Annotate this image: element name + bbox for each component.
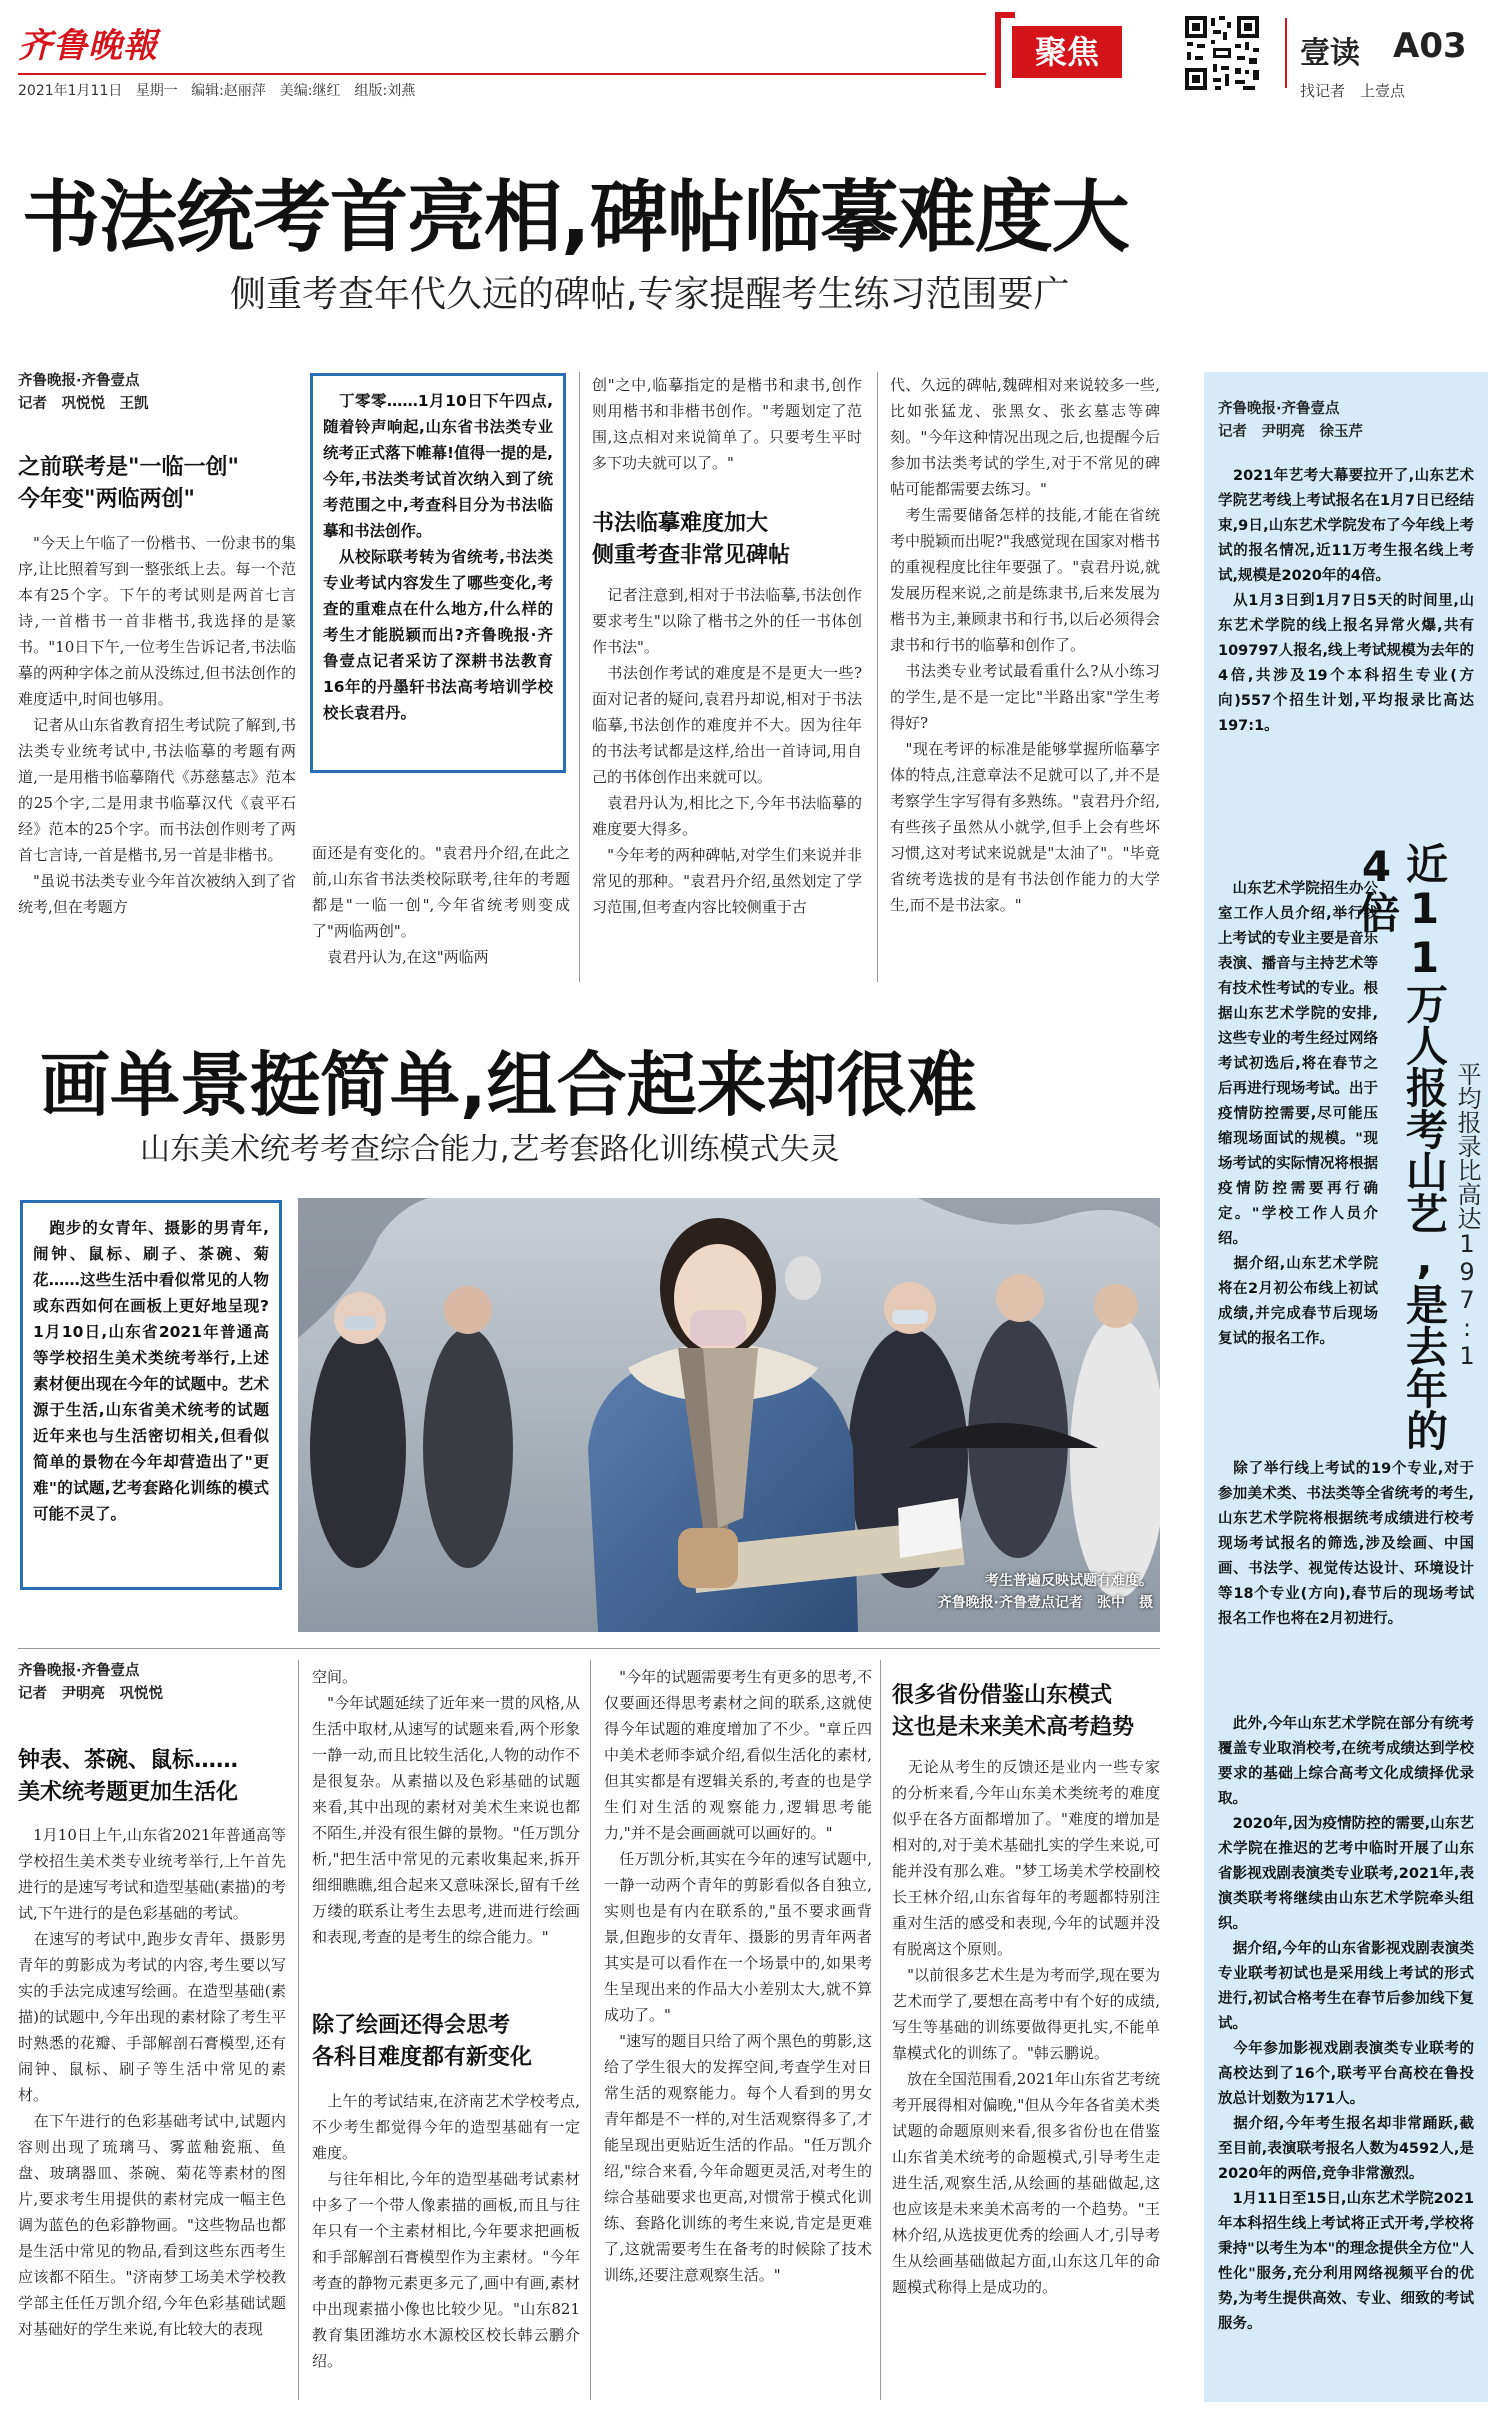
- issue-staff: 编辑:赵丽萍 美编:继红 组版:刘燕: [191, 83, 416, 99]
- sidebar-subheadline: 平均报录比高达197:1: [1453, 1062, 1481, 1370]
- article1-subhead-2: 书法临摹难度加大 侧重考查非常见碑帖: [592, 511, 791, 568]
- article2-credit: 齐鲁晚报·齐鲁壹点 记者 尹明亮 巩悦悦: [18, 1663, 163, 1702]
- issue-weekday: 星期一: [135, 83, 178, 99]
- col-divider: [579, 372, 580, 982]
- photo-illustration: [298, 1198, 1160, 1632]
- article2-col2b: 上午的考试结束,在济南艺术学校考点,不少考生都觉得今年的造型基础有一定难度。 与往年相比,今年的造型基础考试素材中多了一个带人像素描的画板,而且与往年只有一个主素材相比,今年要求把画板和手部解剖石膏模型作为主素材。"今年考查的静物元素更多元了,画中有画,素材中出现素描小像也比较少见。"山东821教育集团潍坊水木源校区校长韩云鹏介绍。: [312, 2092, 580, 2370]
- article2-rule: [18, 1648, 1160, 1649]
- article1-col1: "今天上午临了一份楷书、一份隶书的集序,让比照着写到一整张纸上去。每一个范本有25个字。下午的考试则是两首七言诗,一首楷书一首非楷书,我选择的是篆书。"10日下午,一位考生告诉记者,书法临摹的两种字体之前从没练过,但书法创作的难度适中,时间也够用。 记者从山东省教育招生考试院了解到,书法类专业统考试中,书法临摹的考题有两道,一是用楷书临摹隋代《苏慈墓志》范本的25个字,二是用隶书临摹汉代《袁平石经》范本的25个字。而书法创作则考了两首七言诗,一首是楷书,另一首是非楷书。 "虽说书法类专业今年首次被纳入到了省统考,但在考题方: [18, 534, 296, 916]
- issue-date: 2021年1月11日: [18, 83, 123, 99]
- article2-col1: 1月10日上午,山东省2021年普通高等学校招生美术类专业统考举行,上午首先进行的是速写考试和造型基础(素描)的考试,下午进行的是色彩基础的考试。 在速写的考试中,跑步女青年、摄影男青年的剪影成为考试的内容,考生要以写实的手法完成速写绘画。在造型基础(素描)的试题中,今年出现的素材除了考生平时熟悉的花瓣、手部解剖石膏模型,还有闹钟、鼠标、刷子等生活中常见的素材。 在下午进行的色彩基础考试中,试题内容则出现了琉璃马、雾蓝釉瓷瓶、鱼盘、玻璃器皿、茶碗、菊花等素材的图片,要求考生用提供的素材完成一幅主色调为蓝色的色彩静物画。"这些物品也都是生活中常见的物品,看到这些东西考生应该都不陌生。"济南梦工场美术学校教学部主任任万凯介绍,今年色彩基础试题对基础好的学生来说,有比较大的表现: [18, 1826, 286, 2338]
- page-number: A03: [1393, 26, 1467, 66]
- sidebar-headline: 近11万人报考山艺,是去年的4倍: [1352, 842, 1449, 1451]
- article2-subhead-3: 很多省份借鉴山东模式 这也是未来美术高考趋势: [892, 1683, 1135, 1740]
- channel-name: 壹读: [1300, 36, 1360, 71]
- article1-credit: 齐鲁晚报·齐鲁壹点 记者 巩悦悦 王凯: [18, 373, 149, 412]
- sidebar-narrow-2: 除了举行线上考试的19个专业,对于参加美术类、书法类等全省统考的考生,山东艺术学院将根据统考成绩进行校考现场考试报名的筛选,涉及绘画、中国画、书法学、视觉传达设计、环境设计等18个专业(方向),春节后的现场考试报名工作也将在2月初进行。: [1218, 1461, 1474, 1627]
- article2-col2: 空间。 "今年试题延续了近年来一贯的风格,从生活中取材,从速写的试题来看,两个形象一静一动,而且比较生活化,人物的动作不是很复杂。从素描以及色彩基础的试题来看,其中出现的素材对美术生来说也都不陌生,并没有很生僻的景物。"任万凯分析,"把生活中常见的元素收集起来,拆开细细瞧瞧,组合起来又意味深长,留有千丝万缕的联系让考生去思考,进而进行绘画和表现,考查的是考生的综合能力。": [312, 1668, 580, 1946]
- masthead-divider: [1285, 18, 1287, 88]
- article1-intro-box: [310, 373, 566, 773]
- article1-intro-text: 丁零零……1月10日下午四点,随着铃声响起,山东省书法类专业统考正式落下帷幕!值得一提的是,今年,书法类考试首次纳入到了统考范围之中,考查科目分为书法临摹和书法创作。 从校际联考转为省统考,书法类专业考试内容发生了哪些变化,考查的重难点在什么地方,什么样的考生才能脱颖而出?齐鲁晚报·齐鲁壹点记者采访了深耕书法教育16年的丹墨轩书法高考培训学校校长袁君丹。: [323, 392, 553, 722]
- photo-caption: 考生普遍反映试题有难度。 齐鲁晚报·齐鲁壹点记者 张中 摄: [937, 1573, 1153, 1611]
- article2-headline: 画单景挺简单,组合起来却很难: [40, 1044, 977, 1126]
- sidebar-intro: 2021年艺考大幕要拉开了,山东艺术学院艺考线上考试报名在1月7日已经结束,9日,山东艺术学院发布了今年线上考试的报名情况,近11万考生报名线上考试,规模是2020年的4倍。 从1月3日到1月7日5天的时间里,山东艺术学院的线上报名异常火爆,共有109797人报名,线上考试规模为去年的4倍,共涉及19个本科招生专业(方向)557个招生计划,平均报录比高达197:1。: [1218, 468, 1474, 734]
- article2-col4: 无论从考生的反馈还是业内一些专家的分析来看,今年山东美术类统考的难度似乎在各方面都增加了。"难度的增加是相对的,对于美术基础扎实的学生来说,可能并没有那么难。"梦工场美术学校副校长王林介绍,山东省每年的考题都特别注重对生活的感受和表现,今年的试题并没有脱离这个原则。 "以前很多艺术生是为考而学,现在要为艺术而学了,要想在高考中有个好的成绩,写生等基础的训练要做得更扎实,不能单靠模式化的训练了。"韩云鹏说。 放在全国范围看,2021年山东省艺考统考开展得相对偏晚,"但从今年各省美术类试题的命题原则来看,很多省份也在借鉴山东省美术统考的命题模式,引导考生走进生活,观察生活,从绘画的基础做起,这也应该是未来美术高考的一个趋势。"王林介绍,从选拔更优秀的绘画人才,引导考生从绘画基础做起方面,山东这几年的命题模式称得上是成功的。: [892, 1758, 1160, 2296]
- article1-col4: 代、久远的碑帖,魏碑相对来说较多一些,比如张猛龙、张黑女、张玄墓志等碑刻。"今年这种情况出现之后,也提醒今后参加书法类考试的学生,对于不常见的碑帖可能都需要去练习。" 考生需要储备怎样的技能,才能在省统考中脱颖而出呢?"我感觉现在国家对楷书的重视程度比往年要强了。"袁君丹说,就发展历程来说,之前是练隶书,后来发展为楷书为主,兼顾隶书和行书,以后必须得会隶书和行书的临摹和创作了。 书法类专业考试最看重什么?从小练习的学生,是不是一定比"半路出家"学生考得好? "现在考评的标准是能够掌握所临摹字体的特点,注意章法不足就可以了,并不是考察学生字写得有多熟练。"袁君丹介绍,有些孩子虽然从小就学,但手上会有些坏习惯,这对考试来说就是"太油了"。"毕竟省统考选拔的是有书法创作能力的大学生,而不是书法家。": [890, 376, 1160, 914]
- sidebar-panel: [1204, 372, 1488, 2402]
- col-divider: [590, 1660, 591, 2400]
- article1-col3-top: 创"之中,临摹指定的是楷书和隶书,创作则用楷书和非楷书创作。"考题划定了范围,这点相对来说简单了。只要考生平时多下功夫就可以了。": [592, 376, 862, 472]
- masthead: [0, 0, 1500, 110]
- col-divider: [877, 372, 878, 982]
- article1-headline: 书法统考首亮相,碑帖临摹难度大: [22, 173, 1129, 263]
- qr-code-icon[interactable]: [1183, 14, 1261, 92]
- article2-subheadline: 山东美术统考考查综合能力,艺考套路化训练模式失灵: [140, 1132, 840, 1167]
- masthead-rule: [18, 73, 986, 75]
- article2-intro-box: [20, 1200, 282, 1590]
- issue-info: [18, 80, 415, 100]
- article1-col2: 面还是有变化的。"袁君丹介绍,在此之前,山东省书法类校际联考,往年的考题都是"一临一创",今年省统考则变成了"两临两创"。 袁君丹认为,在这"两临两: [312, 844, 570, 966]
- sidebar-rest: 此外,今年山东艺术学院在部分有统考覆盖专业取消校考,在统考成绩达到学校要求的基础上综合高考文化成绩择优录取。 2020年,因为疫情防控的需要,山东艺术学院在推迟的艺考中临时开展了山东省影视戏剧表演类专业联考,2021年,表演类联考将继续由山东艺术学院牵头组织。 据介绍,今年的山东省影视戏剧表演类专业联考初试也是采用线上考试的形式进行,初试合格考生在春节后参加线下复试。 今年参加影视戏剧表演类专业联考的高校达到了16个,联考平台高校在鲁投放总计划数为171人。 据介绍,今年考生报名却非常踊跃,截至目前,表演联考报名人数为4592人,是2020年的两倍,竞争非常激烈。 1月11日至15日,山东艺术学院2021年本科招生线上考试将正式开考,学校将秉持"以考生为本"的理念提供全方位"人性化"服务,充分利用网络视频平台的优势,为考生提供高效、专业、细致的考试服务。: [1218, 1716, 1474, 2332]
- article2-photo: [298, 1198, 1160, 1632]
- col-divider: [298, 1660, 299, 2400]
- section-tag: 聚焦: [1012, 26, 1122, 78]
- article2-col3: "今年的试题需要考生有更多的思考,不仅要画还得思考素材之间的联系,这就使得今年试题的难度增加了不少。"章丘四中美术老师李斌介绍,看似生活化的素材,但其实都是有逻辑关系的,考查的也是学生们对生活的观察能力,逻辑思考能力,"并不是会画画就可以画好的。" 任万凯分析,其实在今年的速写试题中,一静一动两个青年的剪影看似各自独立,实则也是有内在联系的,"虽不要求画背景,但跑步的女青年、摄影的男青年两者其实是可以看作在一个场景中的,如果考生呈现出来的作品大小差别太大,就不算成功了。" "速写的题目只给了两个黑色的剪影,这给了学生很大的发挥空间,考查学生对日常生活的观察能力。每个人看到的男女青年都是不一样的,对生活观察得多了,才能呈现出更贴近生活的作品。"任万凯介绍,"综合来看,今年命题更灵活,对考生的综合基础要求也更高,对惯常于模式化训练、套路化训练的考生来说,肯定是更难了,这就需要考生在备考的时候除了技术训练,还要注意观察生活。": [604, 1668, 872, 2284]
- slogan: 找记者 上壹点: [1300, 82, 1406, 100]
- sidebar-narrow-1: 山东艺术学院招生办公室工作人员介绍,举行线上考试的专业主要是音乐表演、播音与主持艺术等有技术性考试的专业。根据山东艺术学院的安排,这些专业的考生经过网络考试初选后,将在春节之后再进行现场考试。出于疫情防控需要,尽可能压缩现场面试的规模。"现场考试的实际情况将根据疫情防控需要再行确定。"学校工作人员介绍。 据介绍,山东艺术学院将在2月初公布线上初试成绩,并完成春节后现场复试的报名工作。: [1218, 881, 1378, 1347]
- newspaper-logo: 齐鲁晚報: [18, 26, 158, 66]
- article2-intro-text: 跑步的女青年、摄影的男青年,闹钟、鼠标、刷子、茶碗、菊花……这些生活中看似常见的人物或东西如何在画板上更好地呈现?1月10日,山东省2021年普通高等学校招生美术类统考举行,上述素材便出现在今年的试题中。艺术源于生活,山东省美术统考的试题近年来也与生活密切相关,但看似简单的景物在今年却营造出了"更难"的试题,艺考套路化训练的模式可能不灵了。: [33, 1219, 269, 1523]
- sidebar-credit: 齐鲁晚报·齐鲁壹点 记者 尹明亮 徐玉芹: [1218, 401, 1363, 440]
- col-divider: [880, 1660, 881, 2400]
- article1-col3: 记者注意到,相对于书法临摹,书法创作要求考生"以除了楷书之外的任一书体创作书法"。 书法创作考试的难度是不是更大一些?面对记者的疑问,袁君丹却说,相对于书法临摹,书法创作的难度并不大。因为往年的书法考试都是这样,给出一首诗词,用自己的书体创作出来就可以。 袁君丹认为,相比之下,今年书法临摹的难度要大得多。 "今年考的两种碑帖,对学生们来说并非常见的那种。"袁君丹介绍,虽然划定了学习范围,但考查内容比较侧重于古: [592, 586, 862, 916]
- article2-subhead-2: 除了绘画还得会思考 各科目难度都有新变化: [312, 2013, 533, 2070]
- article2-subhead-1: 钟表、茶碗、鼠标…… 美术统考题更加生活化: [18, 1748, 239, 1805]
- article1-subheadline: 侧重考查年代久远的碑帖,专家提醒考生练习范围要广: [230, 274, 1070, 315]
- article1-subhead-1: 之前联考是"一临一创" 今年变"两临两创": [18, 455, 239, 512]
